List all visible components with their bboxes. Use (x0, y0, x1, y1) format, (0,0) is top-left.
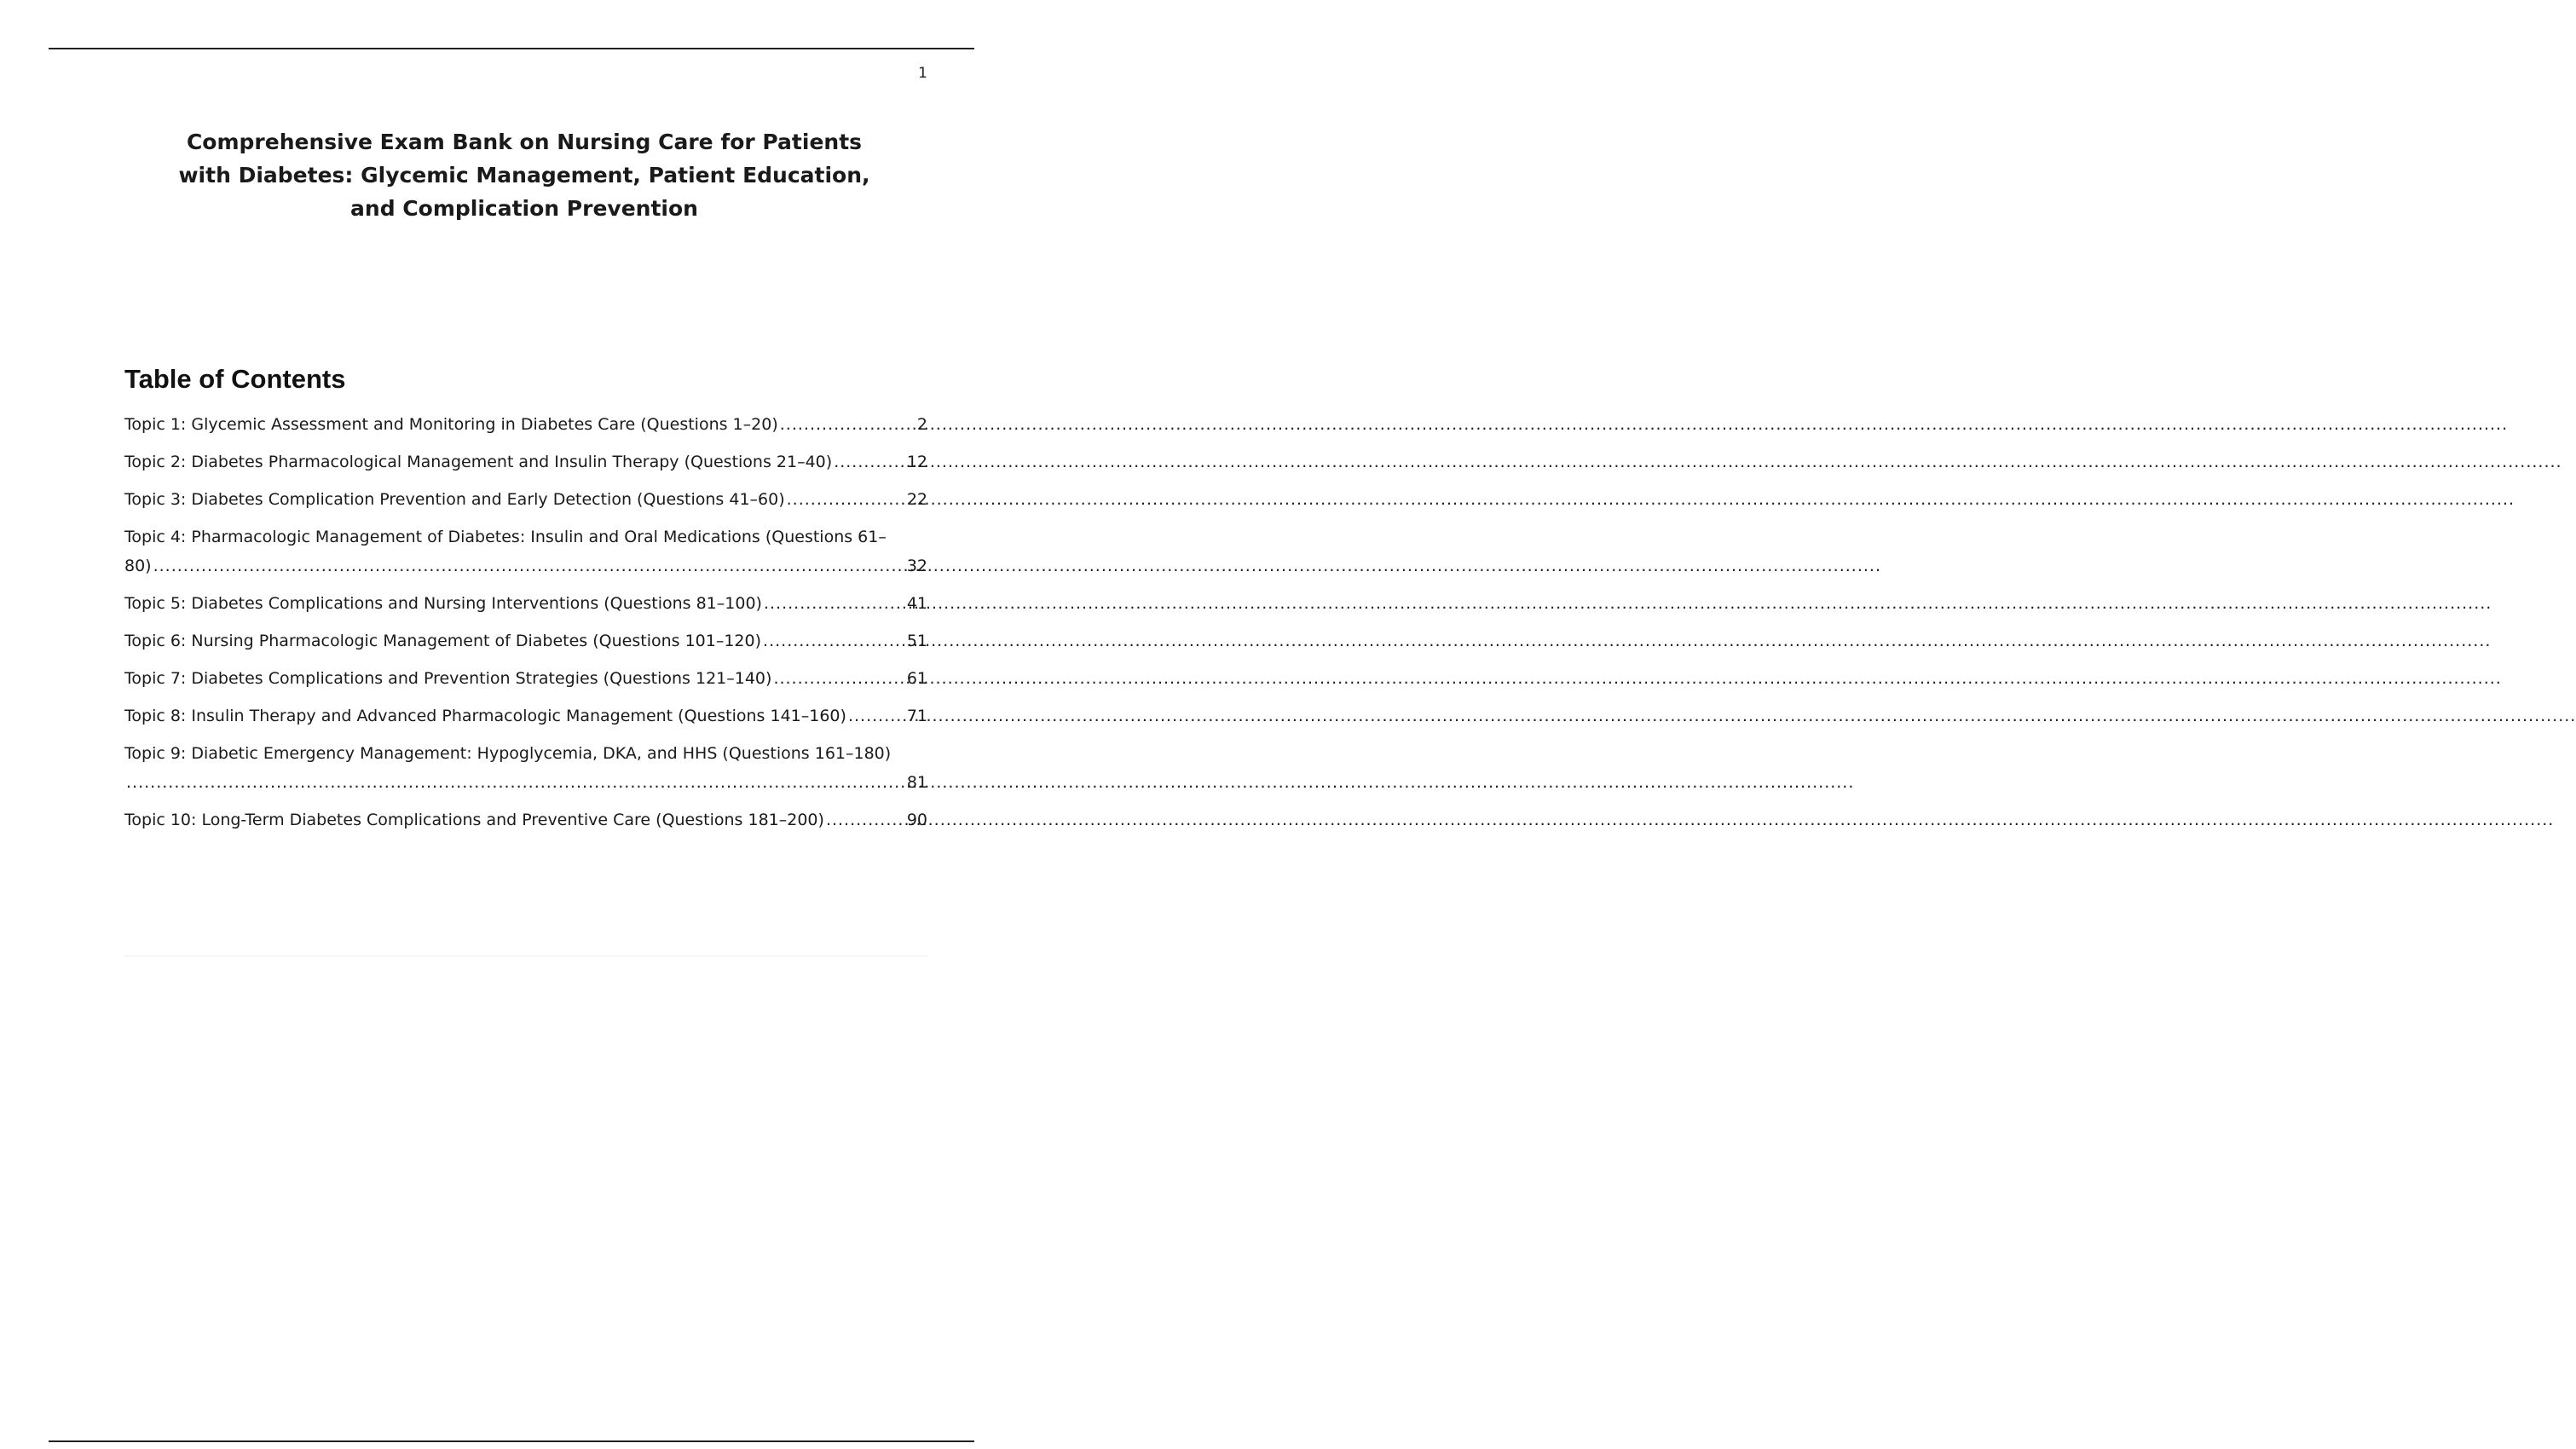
toc-dot-leader (126, 768, 905, 797)
toc-entry-label: Topic 8: Insulin Therapy and Advanced Pharmacologic Management (Questions 141–160) (124, 707, 846, 725)
toc-dot-leader (764, 589, 905, 618)
toc-entry-page: 81 (906, 773, 927, 792)
toc-entry-topic-4[interactable] (124, 522, 927, 580)
toc-entry-page: 61 (906, 669, 927, 688)
toc-dot-leader (763, 626, 905, 655)
toc-entry-page: 41 (906, 594, 927, 613)
toc-entry-page: 51 (906, 632, 927, 650)
section-divider (124, 955, 927, 956)
toc-item (124, 701, 927, 730)
toc-item (124, 805, 927, 834)
page-number: 1 (918, 65, 927, 82)
toc-item (124, 589, 927, 618)
toc-dot-leader (780, 410, 915, 439)
toc-entry-page: 90 (906, 811, 927, 829)
toc-entry-label-line1: Topic 4: Pharmacologic Management of Diabetes: Insulin and Oral Medications (Questions 61– (124, 528, 887, 546)
toc-item (124, 626, 927, 655)
document-title: Comprehensive Exam Bank on Nursing Care for Patients with Diabetes: Glycemic Management, Patient Education, and Complication Prevention (178, 130, 870, 221)
toc-item (124, 410, 927, 439)
toc-entry-topic-5[interactable] (124, 589, 927, 618)
toc-entry-topic-1[interactable] (124, 410, 927, 439)
toc-entry-page: 12 (906, 453, 927, 471)
toc-item (124, 664, 927, 693)
toc-dot-leader (153, 551, 905, 580)
toc-entry-label: Topic 3: Diabetes Complication Prevention and Early Detection (Questions 41–60) (124, 490, 785, 509)
toc-dot-leader (773, 664, 904, 693)
toc-entry-topic-6[interactable] (124, 626, 927, 655)
header-rule (49, 48, 974, 49)
toc-entry-label: Topic 6: Nursing Pharmacologic Management of Diabetes (Questions 101–120) (124, 632, 762, 650)
toc-entry-label: Topic 5: Diabetes Complications and Nursing Interventions (Questions 81–100) (124, 594, 762, 613)
footer-rule (49, 1440, 974, 1442)
toc-item (124, 485, 927, 514)
toc-entry-topic-8[interactable] (124, 701, 927, 730)
toc-item (124, 739, 927, 797)
toc-dot-leader (787, 485, 905, 514)
toc-entry-label: Topic 1: Glycemic Assessment and Monitoring in Diabetes Care (Questions 1–20) (124, 415, 778, 434)
table-of-contents (124, 410, 927, 843)
toc-entry-label-line2: 80) (124, 557, 152, 575)
toc-heading: Table of Contents (124, 364, 346, 394)
toc-item (124, 447, 927, 476)
toc-item (124, 522, 927, 580)
toc-entry-topic-7[interactable] (124, 664, 927, 693)
toc-entry-page: 32 (906, 557, 927, 575)
toc-entry-label-line1: Topic 9: Diabetic Emergency Management: Hypoglycemia, DKA, and HHS (Questions 161–180) (124, 744, 892, 763)
toc-entry-topic-10[interactable] (124, 805, 927, 834)
toc-entry-page: 71 (906, 707, 927, 725)
toc-entry-topic-2[interactable] (124, 447, 927, 476)
toc-entry-topic-9[interactable] (124, 739, 927, 797)
toc-entry-label: Topic 10: Long-Term Diabetes Complications and Preventive Care (Questions 181–200) (124, 811, 824, 829)
toc-entry-label: Topic 2: Diabetes Pharmacological Management and Insulin Therapy (Questions 21–40) (124, 453, 833, 471)
toc-entry-page: 2 (916, 415, 927, 434)
toc-entry-topic-3[interactable] (124, 485, 927, 514)
toc-dot-leader (826, 805, 905, 834)
toc-entry-page: 22 (906, 490, 927, 509)
toc-dot-leader (848, 701, 905, 730)
toc-entry-label: Topic 7: Diabetes Complications and Prevention Strategies (Questions 121–140) (124, 669, 772, 688)
toc-dot-leader (834, 447, 905, 476)
